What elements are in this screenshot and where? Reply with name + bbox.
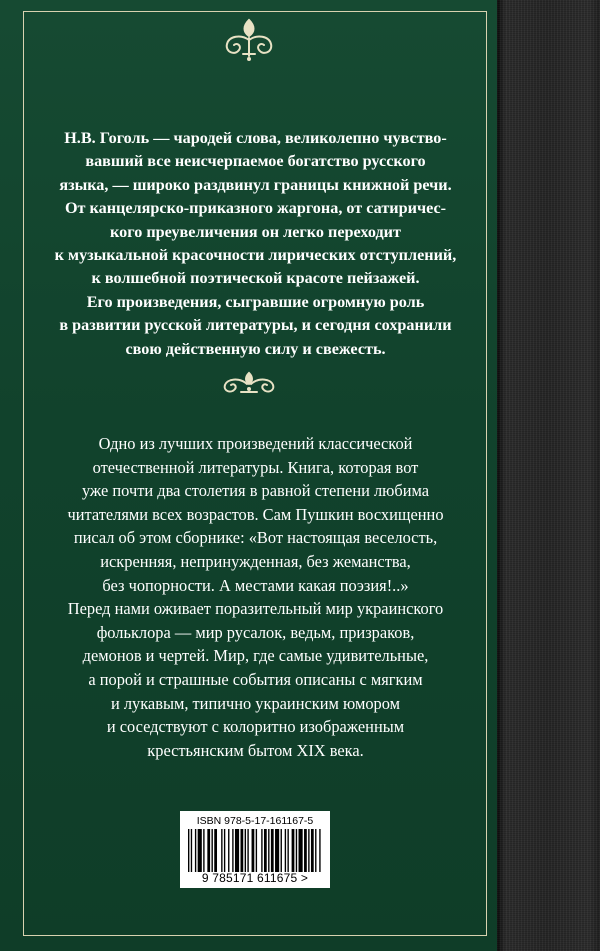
barcode-bar	[191, 829, 192, 872]
barcode-bar	[287, 829, 288, 872]
description-line: фольклора — мир русалок, ведьм, призраков,	[96, 622, 415, 642]
barcode-bar	[188, 829, 189, 872]
barcode-bar	[235, 829, 239, 872]
description-line: демонов и чертей. Мир, где самые удивительные,	[82, 646, 429, 666]
barcode-bar	[315, 829, 316, 872]
barcode-bar	[268, 829, 269, 872]
isbn-label: ISBN 978-5-17-161167-5	[196, 815, 314, 827]
barcode-bar	[214, 829, 217, 872]
barcode-bar	[198, 829, 202, 872]
description-line: крестьянским бытом XIX века.	[147, 740, 364, 760]
description-line: искренняя, непринужденная, без жеманства,	[100, 551, 411, 571]
book-spine	[497, 0, 600, 951]
barcode-bar	[203, 829, 204, 872]
barcode-bar	[311, 829, 314, 872]
barcode-bar	[207, 829, 210, 872]
description-line: уже почти два столетия в равной степени любима	[81, 481, 430, 501]
barcode-bar	[285, 829, 286, 872]
barcode-bar	[271, 829, 274, 872]
barcode-digits: 9 785171 611675 >	[201, 871, 309, 885]
barcode-bar	[245, 829, 246, 872]
barcode-bar	[296, 829, 297, 872]
description-line: читателями всех возрастов. Сам Пушкин восхищенно	[67, 504, 444, 524]
annotation-line: Его произведения, сыгравшие огромную роль	[86, 292, 425, 311]
description-line: Одно из лучших произведений классической	[98, 434, 413, 453]
barcode-bar	[247, 829, 248, 872]
description-line: без чопорности. А местами какая поэзия!..»	[102, 575, 409, 595]
barcode-bar	[252, 829, 255, 872]
annotation-line: кого преувеличения он легко переходит	[110, 222, 401, 241]
barcode-bar	[195, 829, 196, 872]
barcode-bar	[281, 829, 282, 872]
annotation-line: От канцелярско-приказного жаргона, от сатиричес-	[64, 199, 447, 218]
isbn-barcode	[180, 811, 330, 888]
barcode-bar	[292, 829, 295, 872]
annotation-line: к волшебной поэтической красоте пейзажей.	[91, 269, 420, 288]
barcode-bar	[211, 829, 212, 872]
barcode-bar	[240, 829, 243, 872]
description-line: Перед нами оживает поразительный мир украинского	[67, 599, 444, 619]
barcode-bar	[232, 829, 233, 872]
annotation-line: в развитии русской литературы, и сегодня сохранили	[59, 316, 452, 335]
barcode-bar	[256, 829, 257, 872]
annotation-line: Н.В. Гоголь — чародей слова, великолепно чувство-	[64, 129, 447, 147]
barcode-bar	[308, 829, 309, 872]
description-line: писал об этом сборнике: «Вот настоящая веселость,	[73, 528, 438, 548]
description-line: и соседствуют с колоритно изображенным	[106, 717, 405, 737]
barcode-bar	[228, 829, 229, 872]
barcode-bar	[304, 829, 307, 872]
annotation-line: к музыкальной красочности лирических отступлений,	[54, 246, 457, 265]
barcode-bar	[275, 829, 279, 872]
fleur-ornament-icon	[217, 16, 281, 62]
description-line: и лукавым, типично украинским юмором	[110, 693, 401, 713]
annotation-line: свою действенную силу и свежесть.	[125, 339, 386, 358]
scroll-ornament-icon	[217, 367, 281, 397]
author-annotation	[28, 127, 483, 361]
annotation-line: вавший все неисчерпаемое богатство русского	[85, 152, 426, 171]
description-line: отечественной литературы. Книга, которая вот	[92, 457, 419, 477]
barcode-bar	[264, 829, 267, 872]
barcode-bar	[221, 829, 222, 872]
barcode-bar	[224, 829, 225, 872]
barcode-bars	[188, 829, 322, 872]
book-description	[28, 432, 483, 762]
description-line: а порой и страшные события описаны с мягким	[88, 669, 423, 689]
barcode-bar	[261, 829, 262, 872]
barcode-bar	[319, 829, 320, 872]
barcode-bar	[299, 829, 303, 872]
annotation-line: языка, — широко раздвинул границы книжной речи.	[59, 175, 452, 194]
